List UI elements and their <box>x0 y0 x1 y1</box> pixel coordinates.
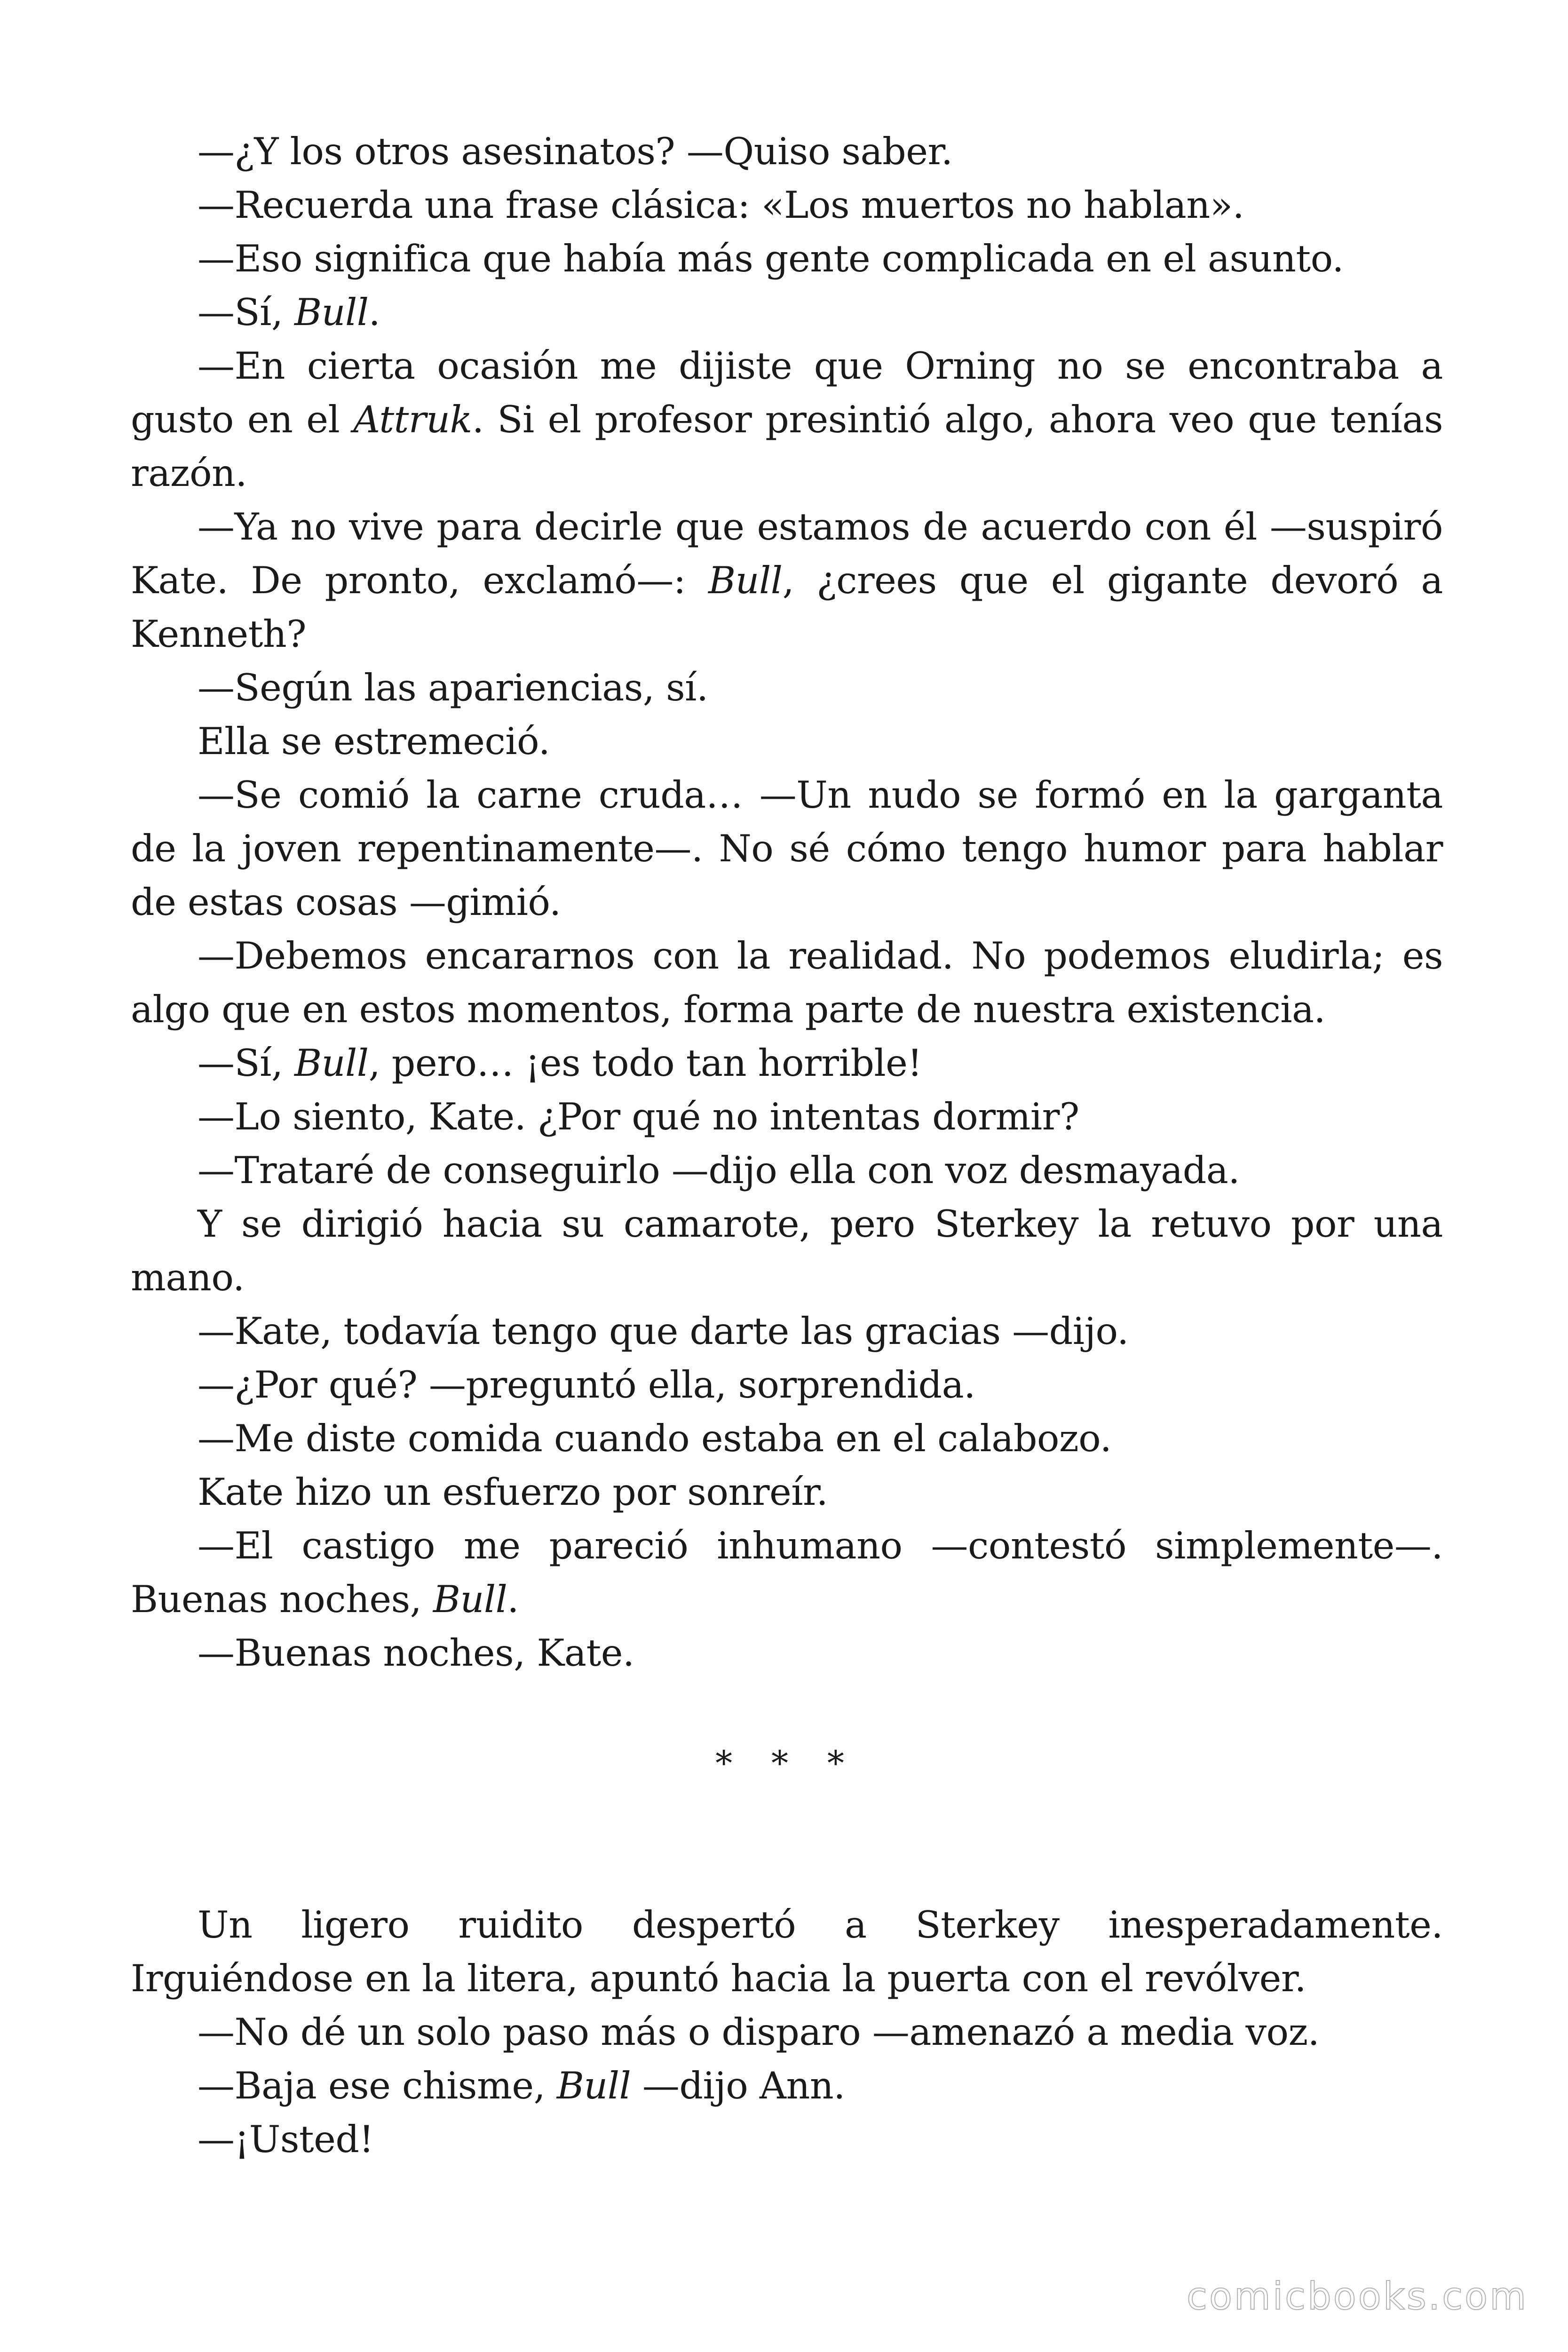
italic-run: Attruk <box>353 398 472 441</box>
text-run: , ¿crees que el gigante devoró a Kenneth? <box>131 559 1443 656</box>
italic-run: Bull <box>433 1578 507 1621</box>
text-run: —Sí, <box>198 1041 295 1085</box>
text-run: —dijo Ann. <box>631 2064 845 2107</box>
paragraph <box>131 1519 1443 1626</box>
paragraph <box>131 286 1443 339</box>
text-run: . <box>368 291 380 334</box>
section-separator: * * * <box>715 1743 858 1783</box>
text-run: Y se dirigió hacia su camarote, pero Sterkey la retuvo por una mano. <box>131 1202 1443 1299</box>
paragraph <box>131 1465 1443 1519</box>
text-run: —Kate, todavía tengo que darte las gracias —dijo. <box>198 1310 1129 1353</box>
text-run: . Si el profesor presintió algo, ahora veo que tenías razón. <box>131 398 1443 495</box>
watermark-logo: comicbooks.com <box>1186 2274 1528 2318</box>
text-run: —El castigo me pareció inhumano —contestó simplemente—. Buenas noches, <box>131 1524 1443 1621</box>
paragraph <box>131 1626 1443 1680</box>
text-run: —Baja ese chisme, <box>198 2064 557 2107</box>
paragraph <box>131 929 1443 1036</box>
paragraph <box>131 178 1443 232</box>
text-run: —No dé un solo paso más o disparo —amenazó a media voz. <box>198 2010 1320 2054</box>
paragraph <box>131 715 1443 768</box>
italic-run: Bull <box>294 1041 369 1085</box>
paragraph <box>131 768 1443 929</box>
paragraph <box>131 1090 1443 1144</box>
text-run: Un ligero ruidito despertó a Sterkey inesperadamente. Irguiéndose en la litera, apuntó hacia la puerta con el revólver. <box>131 1903 1443 2000</box>
paragraph <box>131 1197 1443 1304</box>
text-run: —¿Por qué? —preguntó ella, sorprendida. <box>198 1363 975 1406</box>
italic-run: Bull <box>556 2064 631 2107</box>
text-run: —Trataré de conseguirlo —dijo ella con voz desmayada. <box>198 1149 1240 1192</box>
paragraph <box>131 232 1443 286</box>
text-run: , pero… ¡es todo tan horrible! <box>368 1041 922 1085</box>
text-run: —Según las apariencias, sí. <box>198 666 708 709</box>
text-block-2 <box>131 1898 1443 2166</box>
paragraph <box>131 1144 1443 1197</box>
paragraph <box>131 1036 1443 1090</box>
text-run: —Eso significa que había más gente complicada en el asunto. <box>198 237 1344 280</box>
paragraph <box>131 2059 1443 2113</box>
paragraph <box>131 2005 1443 2059</box>
italic-run: Bull <box>708 559 783 602</box>
text-run: —Se comió la carne cruda… —Un nudo se formó en la garganta de la joven repentinamente—. No sé cómo tengo humor para hablar de estas cosas —gimió. <box>131 773 1443 924</box>
text-run: —En cierta ocasión me dijiste que Orning no se encontraba a gusto en el <box>131 344 1443 441</box>
paragraph <box>131 2113 1443 2166</box>
italic-run: Bull <box>294 291 369 334</box>
paragraph <box>131 1304 1443 1358</box>
text-run: —¿Y los otros asesinatos? —Quiso saber. <box>198 130 953 173</box>
text-block-1 <box>131 125 1443 1680</box>
text-run: —Ya no vive para decirle que estamos de acuerdo con él —suspiró Kate. De pronto, exclamó—: <box>131 505 1443 602</box>
text-run: —Lo siento, Kate. ¿Por qué no intentas dormir? <box>198 1095 1079 1138</box>
text-run: Ella se estremeció. <box>198 720 550 763</box>
page-text <box>131 125 1443 2166</box>
paragraph <box>131 1358 1443 1412</box>
text-run: —¡Usted! <box>198 2118 374 2161</box>
text-run: —Recuerda una frase clásica: «Los muertos no hablan». <box>198 183 1244 227</box>
text-run: . <box>507 1578 519 1621</box>
paragraph <box>131 661 1443 715</box>
paragraph <box>131 125 1443 178</box>
text-run: —Debemos encararnos con la realidad. No podemos eludirla; es algo que en estos momentos, forma parte de nuestra existencia. <box>131 934 1443 1031</box>
text-run: —Me diste comida cuando estaba en el calabozo. <box>198 1417 1112 1460</box>
paragraph <box>131 339 1443 500</box>
paragraph <box>131 1898 1443 2005</box>
text-run: —Buenas noches, Kate. <box>198 1631 634 1675</box>
text-run: Kate hizo un esfuerzo por sonreír. <box>198 1470 828 1514</box>
paragraph <box>131 1412 1443 1465</box>
paragraph <box>131 500 1443 661</box>
text-run: —Sí, <box>198 291 295 334</box>
